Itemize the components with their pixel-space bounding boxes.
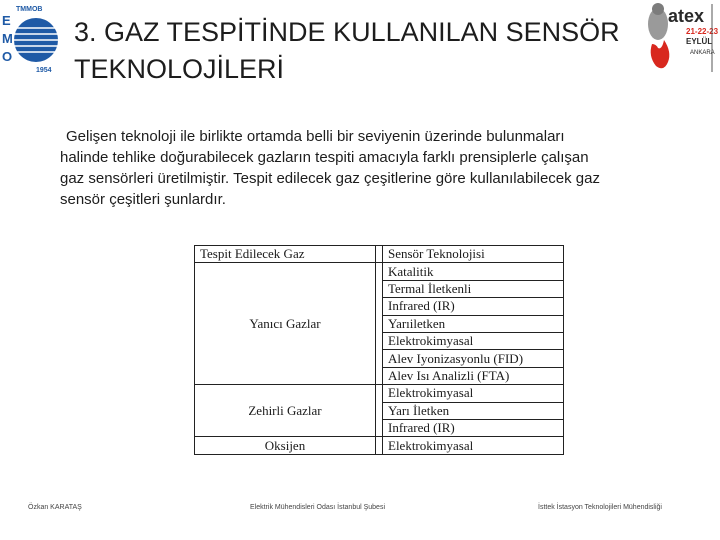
tech-cell: Infrared (IR) (383, 298, 564, 315)
footer-author: Özkan KARATAŞ (28, 504, 82, 511)
tech-cell: Termal İletkenli (383, 280, 564, 297)
atex-brand: atex (668, 6, 705, 26)
title-line-2: TEKNOLOJİLERİ (74, 54, 285, 84)
gas-group-flammable: Yanıcı Gazlar (195, 263, 376, 385)
gas-group-toxic: Zehirli Gazlar (195, 385, 376, 437)
tech-cell: Yarı İletken (383, 402, 564, 419)
emo-logo (0, 2, 64, 74)
title-line-1: 3. GAZ TESPİTİNDE KULLANILAN SENSÖR (74, 17, 620, 47)
page-title (74, 14, 634, 88)
atex-month: EYLÜL (686, 37, 713, 46)
table-header-row (195, 246, 564, 263)
footer-company: İsttek İstasyon Teknolojileri Mühendisliği (538, 504, 662, 511)
atex-dates: 21-22-23 (686, 27, 719, 36)
intro-line: Gelişen teknoloji ile birlikte ortamda belli bir seviyenin üzerinde bulunmaları (66, 128, 565, 145)
tech-cell: Alev Isı Analizli (FTA) (383, 367, 564, 384)
intro-paragraph (60, 126, 680, 210)
header-gas: Tespit Edilecek Gaz (195, 246, 376, 263)
logo-letter-o: O (2, 49, 13, 64)
table-row (195, 437, 564, 455)
table-row (195, 263, 564, 280)
logo-year: 1954 (36, 67, 52, 74)
tech-cell: Elektrokimyasal (383, 385, 564, 402)
tech-cell: Alev Iyonizasyonlu (FID) (383, 350, 564, 367)
tech-cell: Yarıiletken (383, 315, 564, 332)
header-tech: Sensör Teknolojisi (383, 246, 564, 263)
gas-group-oxygen: Oksijen (195, 437, 376, 455)
tech-cell: Elektrokimyasal (383, 437, 564, 455)
tech-cell: Infrared (IR) (383, 420, 564, 437)
footer-organization: Elektrik Mühendisleri Odası İstanbul Şubesi (250, 504, 386, 511)
logo-letter-m: M (2, 31, 13, 46)
logo-top-text: TMMOB (16, 6, 43, 13)
sensor-technology-table (194, 245, 564, 455)
intro-line: gaz sensörleri üretilmiştir. Tespit edilecek gaz çeşitlerine göre kullanılabilecek gaz (60, 170, 600, 187)
atex-logo (646, 0, 720, 74)
tech-cell: Katalitik (383, 263, 564, 280)
tech-cell: Elektrokimyasal (383, 333, 564, 350)
atex-city: ANKARA (690, 50, 715, 56)
intro-line: halinde tehlike doğurabilecek gazların tespiti amacıyla farklı prensiplerle çalışan (60, 149, 589, 166)
intro-line: sensör çeşitleri şunlardır. (60, 191, 226, 208)
flame-icon (651, 40, 670, 68)
table-row (195, 385, 564, 402)
logo-letter-e: E (2, 13, 11, 28)
